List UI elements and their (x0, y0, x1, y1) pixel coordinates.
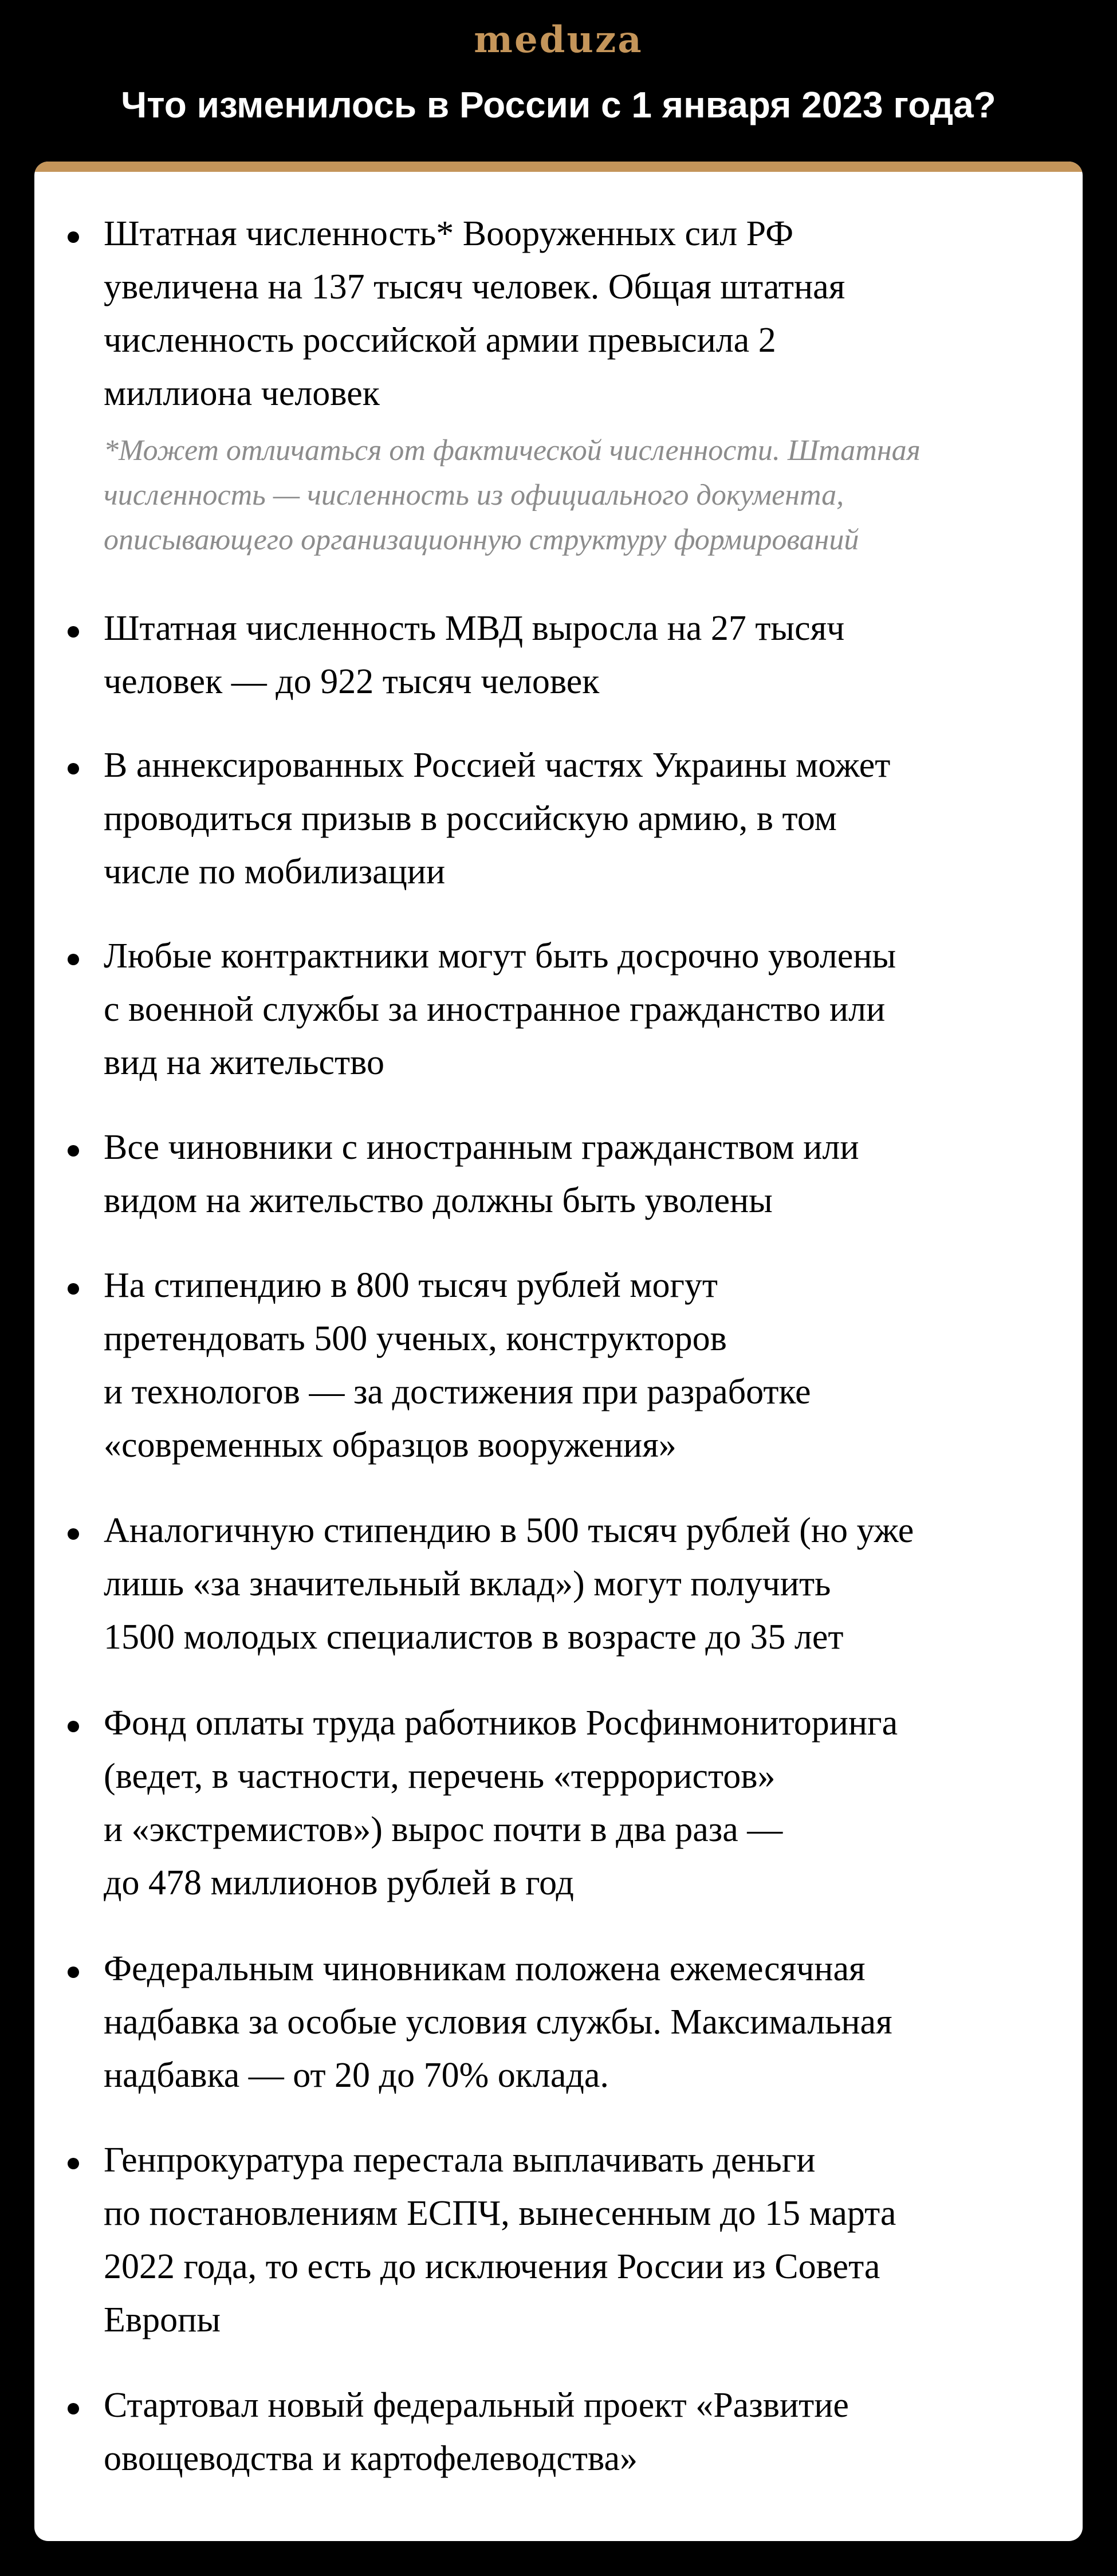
bullet-icon (68, 626, 79, 638)
list-item-text: Все чиновники с иностранным гражданством или видом на жительство должны быть уволены (104, 1128, 859, 1220)
bullet-icon (68, 1145, 79, 1157)
content-card (34, 162, 1083, 2541)
meduza-logo: meduza (474, 18, 643, 61)
list-item-text: На стипендию в 800 тысяч рублей могут претендовать 500 ученых, конструкторов и технологов — за достижения при разработке «современных образцов вооружения» (104, 1266, 811, 1465)
bullet-icon (68, 1721, 79, 1732)
bullet-icon (68, 1967, 79, 1978)
list-item-text: Штатная численность МВД выросла на 27 тысяч человек — до 922 тысяч человек (104, 609, 845, 701)
list-item-text: Стартовал новый федеральный проект «Развитие овощеводства и картофелеводства» (104, 2386, 849, 2478)
bullet-icon (68, 954, 79, 965)
list-item-text: Фонд оплаты труда работников Росфинмониторинга (ведет, в частности, перечень «террористов» и «экстремистов») вырос почти в два раза — до 478 миллионов рублей в год (104, 1704, 898, 1902)
list-item-text: Генпрокуратура перестала выплачивать деньги по постановлениям ЕСПЧ, вынесенным до 15 марта 2022 года, то есть до исключения России из Совета Европы (104, 2141, 896, 2339)
page-title: Что изменилось в России с 1 января 2023 года? (121, 84, 996, 125)
bullet-icon (68, 1283, 79, 1295)
footnote: *Может отличаться от фактической численности. Штатная численность — численность из официального документа, описывающего организационную структуру формирований (104, 434, 921, 556)
list-item-text: Штатная численность* Вооруженных сил РФ увеличена на 137 тысяч человек. Общая штатная численность российской армии превысила 2 миллиона человек (104, 214, 845, 413)
card-accent-bar (34, 162, 1083, 172)
list-item-text: В аннексированных Россией частях Украины может проводиться призыв в российскую армию, в том числе по мобилизации (104, 746, 891, 891)
list-item-text: Любые контрактники могут быть досрочно уволены с военной службы за иностранное гражданство или вид на жительство (104, 937, 896, 1082)
bullet-icon (68, 763, 79, 774)
bullet-icon (68, 2403, 79, 2414)
bullet-icon (68, 1528, 79, 1540)
list-item-text: Аналогичную стипендию в 500 тысяч рублей (но уже лишь «за значительный вклад») могут получить 1500 молодых специалистов в возрасте до 35 лет (104, 1511, 914, 1657)
bullet-icon (68, 2158, 79, 2169)
list-item-text: Федеральным чиновникам положена ежемесячная надбавка за особые условия службы. Максимальная надбавка — от 20 до 70% оклада. (104, 1949, 892, 2095)
bullet-icon (68, 231, 79, 243)
